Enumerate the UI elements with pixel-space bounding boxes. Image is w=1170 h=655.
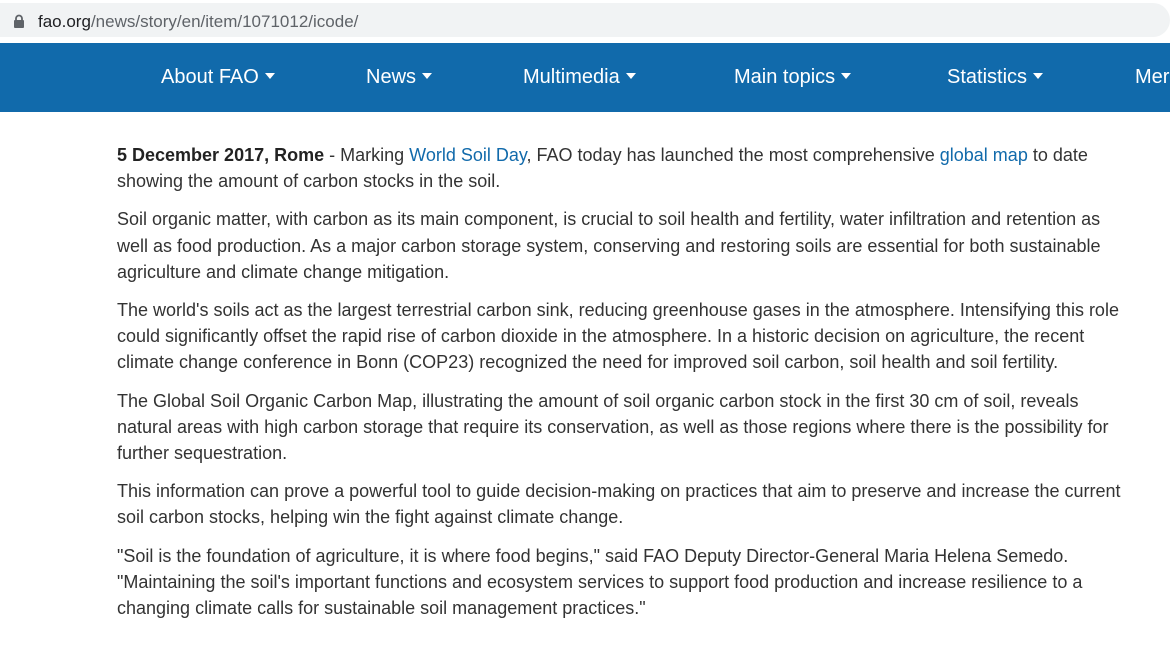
nav-item-label: News xyxy=(366,66,417,88)
nav-item-label: Statistics xyxy=(947,66,1028,88)
nav-item-truncated[interactable] xyxy=(1135,43,1169,112)
caret-down-icon xyxy=(265,73,275,79)
article-dateline: 5 December 2017, Rome xyxy=(117,145,325,165)
nav-item-label: About FAO xyxy=(161,66,259,88)
main-navigation xyxy=(0,43,1170,112)
nav-item-main-topics[interactable] xyxy=(734,43,851,112)
nav-item-label: Multimedia xyxy=(523,66,620,88)
paragraph-text: - Marking xyxy=(324,145,410,165)
nav-item-statistics[interactable] xyxy=(947,43,1043,112)
nav-item-multimedia[interactable] xyxy=(523,43,636,112)
caret-down-icon xyxy=(626,73,636,79)
article-paragraph-6: "Soil is the foundation of agriculture, it is where food begins," said FAO Deputy Director-General Maria Helena Semedo. "Maintaining the soil's important functions and ecosystem services to support food production and increase resilience to a changing climate calls for sustainable soil management practices." xyxy=(117,545,1083,619)
nav-item-news[interactable] xyxy=(366,43,432,112)
world-soil-day-link[interactable]: World Soil Day xyxy=(409,145,527,165)
nav-item-about-fao[interactable] xyxy=(161,43,275,112)
article-paragraph-1 xyxy=(117,142,1127,194)
nav-item-label: Main topics xyxy=(734,66,836,88)
article-paragraph-4: The Global Soil Organic Carbon Map, illustrating the amount of soil organic carbon stock in the first 30 cm of soil, reveals natural areas with high carbon storage that require its conservation, as well as those regions where there is the possibility for further sequestration. xyxy=(117,390,1109,464)
lock-icon[interactable] xyxy=(12,14,26,28)
nav-item-label: Mer xyxy=(1135,66,1170,88)
article-body xyxy=(117,142,1127,633)
global-map-link[interactable]: global map xyxy=(939,145,1028,165)
url-field[interactable] xyxy=(0,3,1170,37)
article-paragraph-5: This information can prove a powerful tool to guide decision-making on practices that aim to preserve and increase the current soil carbon stocks, helping win the fight against climate change. xyxy=(117,481,1121,528)
paragraph-text: , FAO today has launched the most comprehensive xyxy=(526,145,940,165)
caret-down-icon xyxy=(422,73,432,79)
caret-down-icon xyxy=(841,73,851,79)
caret-down-icon xyxy=(1033,73,1043,79)
url-path: /news/story/en/item/1071012/icode/ xyxy=(90,12,359,31)
article-paragraph-2: Soil organic matter, with carbon as its main component, is crucial to soil health and fertility, water infiltration and retention as well as food production. As a major carbon storage system, conserving and restoring soils are essential for both sustainable agriculture and climate change mitigation. xyxy=(117,209,1101,282)
url-text[interactable] xyxy=(38,11,358,33)
address-bar xyxy=(0,0,1170,42)
url-host: fao.org xyxy=(38,12,91,31)
paragraph-text: to date showing the amount of carbon stocks in the soil. xyxy=(117,145,1088,192)
article-paragraph-3: The world's soils act as the largest terrestrial carbon sink, reducing greenhouse gases in the atmosphere. Intensifying this role could significantly offset the rapid rise of carbon dioxide in the atmosphere. In a historic decision on agriculture, the recent climate change conference in Bonn (COP23) recognized the need for improved soil carbon, soil health and soil fertility. xyxy=(117,300,1119,373)
